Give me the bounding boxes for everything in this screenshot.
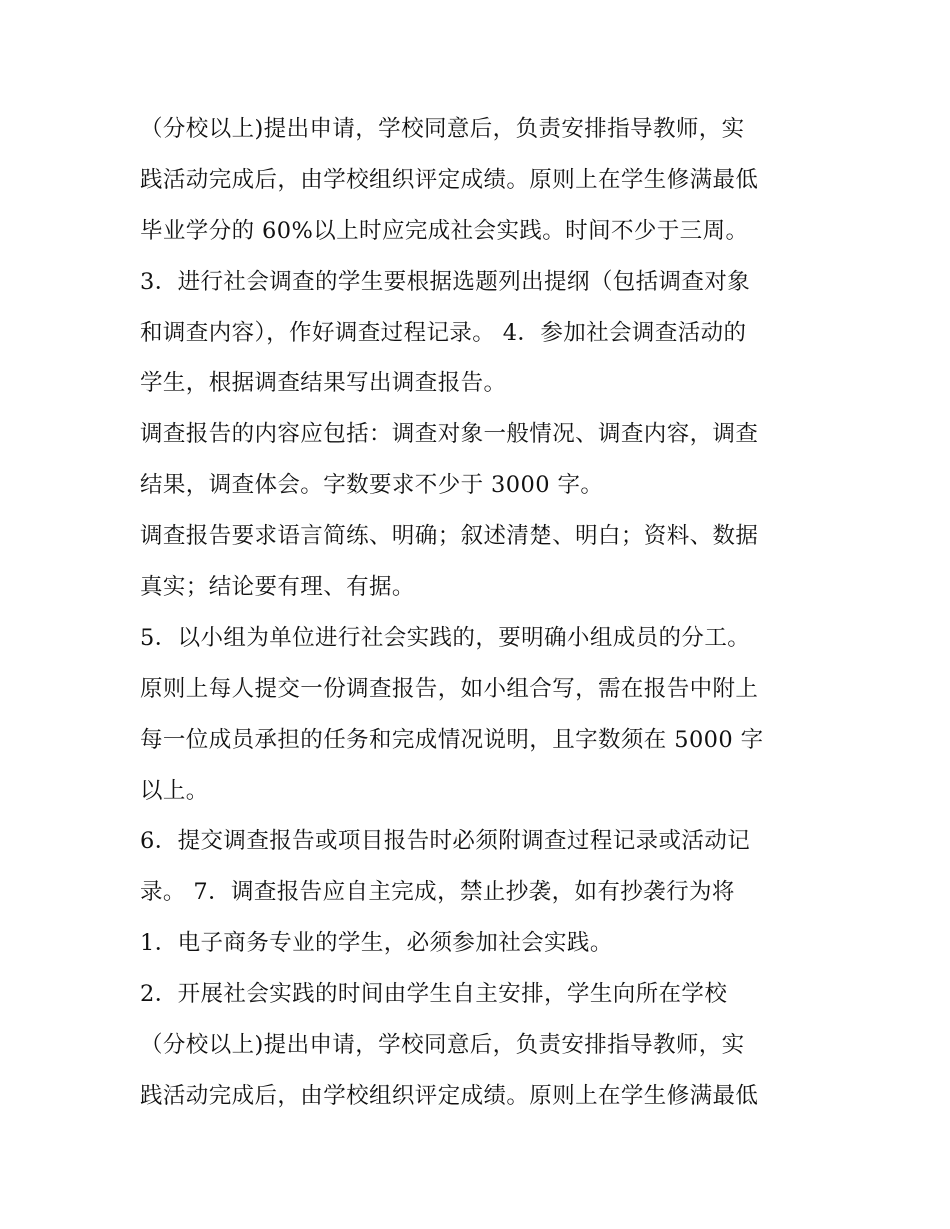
text-line: 每一位成员承担的任务和完成情况说明，且字数须在 5000 字 <box>140 726 764 753</box>
document-body <box>140 104 820 1122</box>
text-line: （分校以上)提出申请，学校同意后，负责安排指导教师，实 <box>140 116 745 142</box>
text-line: 毕业学分的 60%以上时应完成社会实践。时间不少于三周。 <box>140 217 749 244</box>
text-line: 2．开展社会实践的时间由学生自主安排，学生向所在学校 <box>140 981 728 1008</box>
text-line: 结果，调查体会。字数要求不少于 3000 字。 <box>140 472 604 499</box>
text-line: 1．电子商务专业的学生，必须参加社会实践。 <box>140 930 613 957</box>
text-line: 践活动完成后，由学校组织评定成绩。原则上在学生修满最低 <box>140 1082 759 1109</box>
text-line: 调查报告的内容应包括：调查对象一般情况、调查内容，调查 <box>140 421 759 448</box>
text-line: 以上。 <box>140 777 209 804</box>
text-line: 5．以小组为单位进行社会实践的，要明确小组成员的分工。 <box>140 624 751 651</box>
text-line: 调查报告要求语言简练、明确；叙述清楚、明白；资料、数据 <box>140 523 759 550</box>
text-line: 原则上每人提交一份调查报告，如小组合写，需在报告中附上 <box>140 675 759 702</box>
text-line: 学生，根据调查结果写出调查报告。 <box>140 370 507 397</box>
text-line: 录。 7．调查报告应自主完成，禁止抄袭，如有抄袭行为将 <box>140 879 735 906</box>
text-line: 和调查内容），作好调查过程记录。 4．参加社会调查活动的 <box>140 319 747 346</box>
text-line: （分校以上)提出申请，学校同意后，负责安排指导教师，实 <box>140 1032 745 1059</box>
text-line: 3．进行社会调查的学生要根据选题列出提纲（包括调查对象 <box>140 268 751 295</box>
text-line: 6．提交调查报告或项目报告时必须附调查过程记录或活动记 <box>140 828 751 855</box>
text-line: 真实；结论要有理、有据。 <box>140 574 415 601</box>
text-line: 践活动完成后，由学校组织评定成绩。原则上在学生修满最低 <box>140 166 759 193</box>
